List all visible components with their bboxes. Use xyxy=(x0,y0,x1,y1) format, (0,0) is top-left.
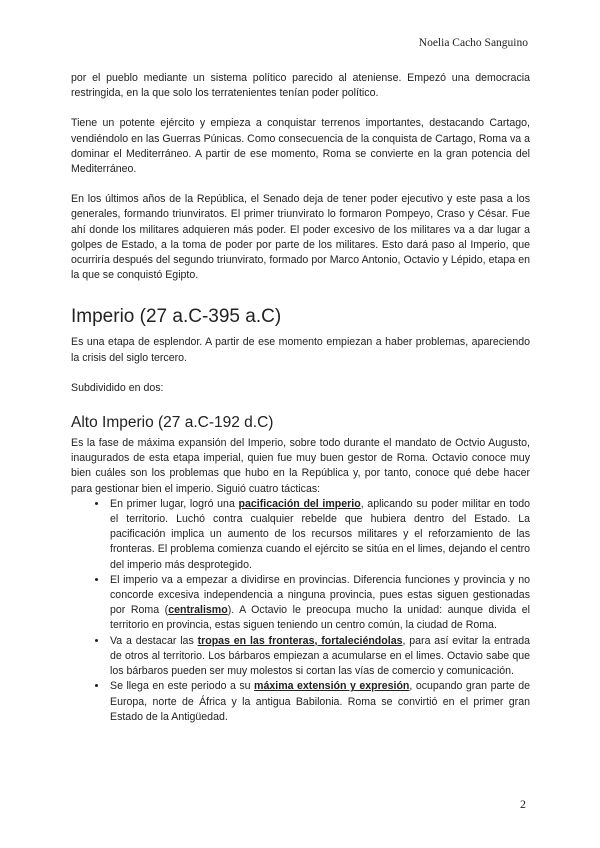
imperio-paragraph: Es una etapa de esplendor. A partir de ese momento empiezan a haber problemas, apareciendo la crisis del siglo tercero. xyxy=(71,336,530,364)
document-body xyxy=(71,71,530,725)
emphasis-text: pacificación del imperio xyxy=(238,497,361,510)
alto-imperio-heading: Alto Imperio (27 a.C-192 d.C) xyxy=(71,414,274,432)
page-number: 2 xyxy=(520,797,526,811)
emphasis-text: máxima extensión y expresión xyxy=(254,680,410,693)
list-item: • El imperio va a empezar a dividirse en provincias. Diferencia funciones y provincia y no concorde excesiva independencia a ninguna provincia, pues estas siguen gestionadas por Roma (centralismo). A Octavio le preocupa mucho la unidad: aunque divida el territorio en provincia, estas siguen teniendo un centro común, la ciudad de Roma. xyxy=(108,573,530,634)
tactics-list xyxy=(71,497,530,725)
imperio-heading: Imperio (27 a.C-395 a.C) xyxy=(71,306,282,328)
list-item: • Se llega en este periodo a su máxima extensión y expresión, ocupando gran parte de Europa, norte de África y la antigua Babilonia. Roma se convirtió en el primer gran Estado de la Antigüedad. xyxy=(108,679,530,725)
list-item: • Va a destacar las tropas en las fronteras, fortaleciéndolas, para así evitar la entrada de otros al territorio. Los bárbaros empiezan a acumularse en el limes. Octavio sabe que los bárbaros pueden ser muy molestos si cortan las vías de comercio y comunicación. xyxy=(108,634,530,680)
emphasis-text: centralismo xyxy=(168,604,228,617)
paragraph-1: por el pueblo mediante un sistema político parecido al ateniense. Empezó una democracia restringida, en la que solo los terratenientes tenían poder político. xyxy=(71,72,530,100)
paragraph-3: En los últimos años de la República, el Senado deja de tener poder ejecutivo y este pasa a los generales, formando triunviratos. El primer triunvirato lo formaron Pompeyo, Craso y César. Fue ahí donde los militares adquieren más poder. El poder excesivo de los militares va a dar lugar a golpes de Estado, a la toma de poder por parte de los militares. Esto dará paso al Imperio, que ocurriría después del segundo triunvirato, formado por Marco Antonio, Octavio y Lépido, etapa en la que se conquistó Egipto. xyxy=(71,193,530,282)
emphasis-text: tropas en las fronteras, fortaleciéndolas xyxy=(197,634,403,647)
subdivided-text: Subdividido en dos: xyxy=(71,381,164,394)
alto-imperio-paragraph: Es la fase de máxima expansión del Imperio, sobre todo durante el mandato de Octvio Augusto, inaugurados de esta etapa imperial, quien fue muy buen gestor de Roma. Octavio conoce muy bien cuáles son los problemas que hubo en la República y, por tanto, conoce qué debe hacer para gestionar bien el imperio. Siguió cuatro tácticas: xyxy=(71,437,530,495)
paragraph-2: Tiene un potente ejército y empieza a conquistar terrenos importantes, destacando Cartago, vendiéndolo en las Guerras Púnicas. Como consecuencia de la conquista de Cartago, Roma va a dominar el Mediterráneo. A partir de ese momento, Roma se convierte en la gran potencia del Mediterráneo. xyxy=(71,117,530,176)
header-author: Noelia Cacho Sanguino xyxy=(418,37,528,49)
list-item: • En primer lugar, logró una pacificación del imperio, aplicando su poder militar en todo el territorio. Luchó contra cualquier rebelde que hubiera dentro del Estado. La pacificación implica un aumento de los recursos militares y el reforzamiento de las fronteras. El problema comienza cuando el ejército se sitúa en el limes, dejando el centro del imperio más desprotegido. xyxy=(108,497,530,573)
